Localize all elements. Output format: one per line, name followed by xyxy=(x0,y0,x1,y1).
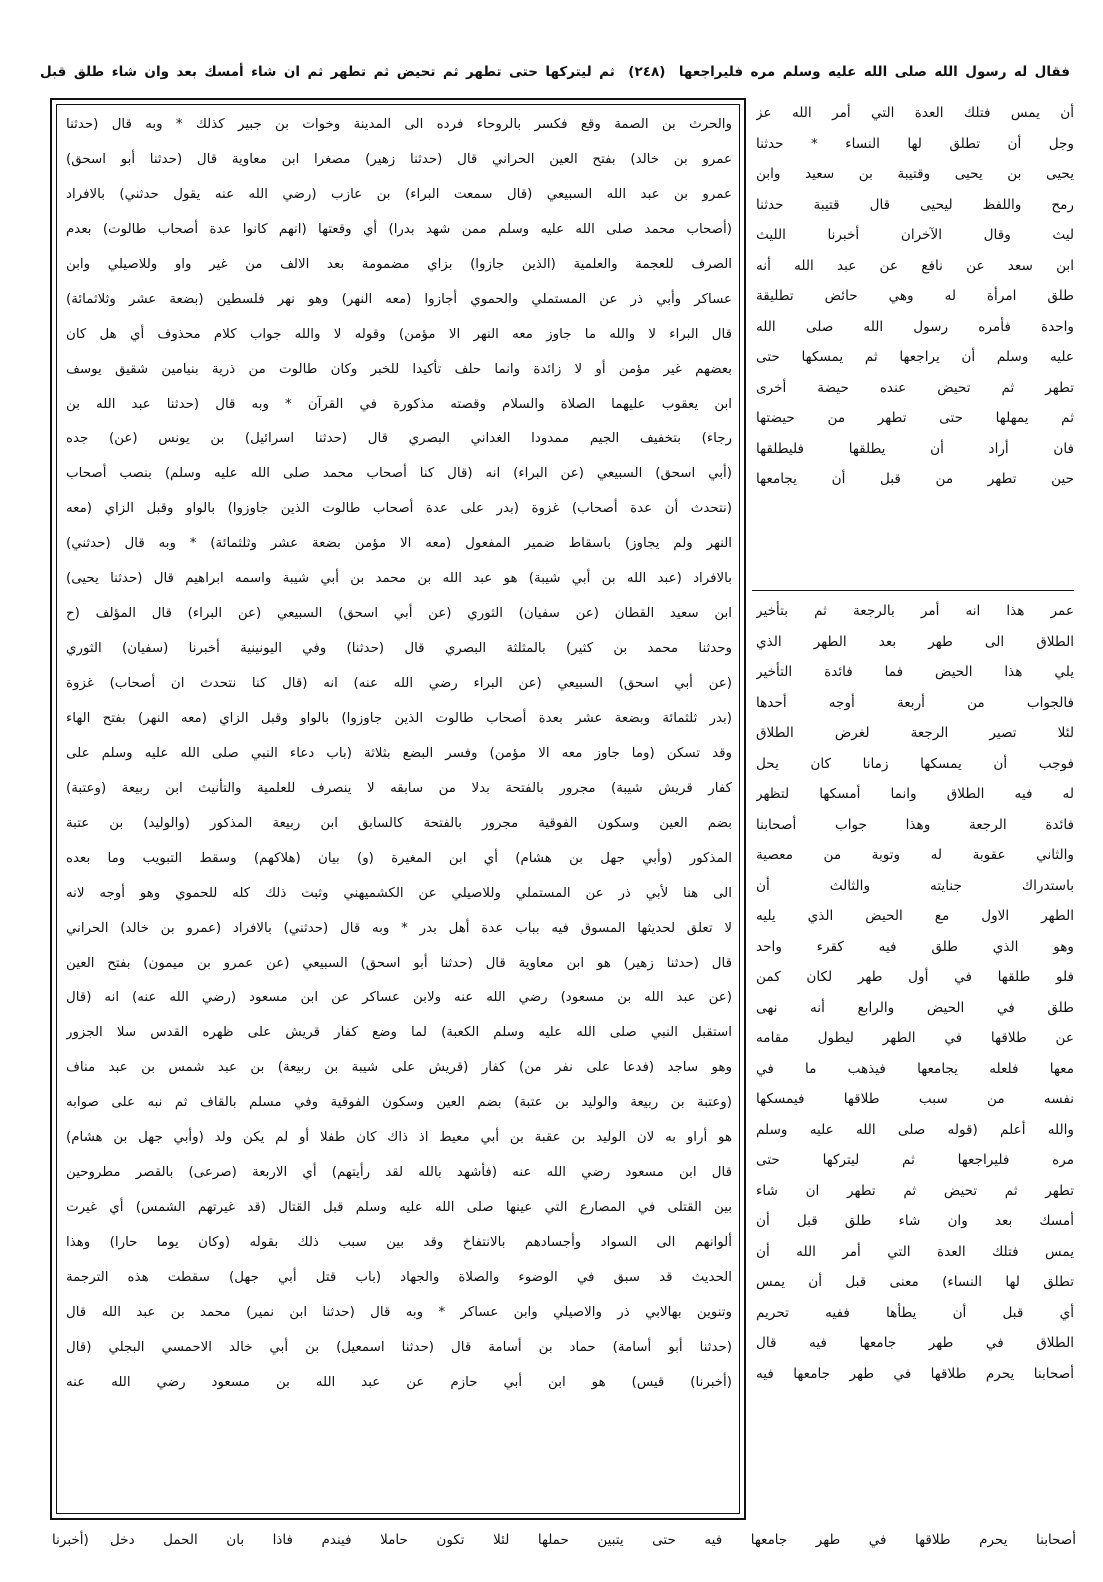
margin-text-line: يمس فتلك العدة التي أمر الله أن xyxy=(756,1243,1074,1260)
main-text-line: لا تعلق لحديثها المسوق فيه بباب عدة أهل بدر * وبه قال (حدثني) بالافراد (عمرو بن خالد) الحراني xyxy=(66,920,732,936)
margin-text-line: ابن سعد عن نافع عن عبد الله أنه xyxy=(756,257,1074,274)
margin-text-line: باستدراك جنايته والثالث أن xyxy=(756,877,1074,894)
main-text-line: وحدثنا محمد بن كثير) بالمثلثة البصري قال (حدثنا) وفي اليونينية أخبرنا (سفيان) الثوري xyxy=(66,641,732,657)
margin-text-line: وهو الذي طلق فيه كقرء واحد xyxy=(756,938,1074,955)
page-number: (٢٤٨) xyxy=(628,64,666,80)
margin-text-lower xyxy=(756,596,1074,1516)
main-text-line: (وعتبة بن ربيعة والوليد بن عتبة) بضم العين وسكون الفوقية وفي مسلم بالقاف ثم نبه على صوابه xyxy=(66,1095,732,1111)
main-text-line: هو أراو به لان الوليد بن عقبة بن أبي معيط اذ ذاك كان طفلا أو لم يكن ولد (وأبي جهل بن هشام) xyxy=(66,1130,732,1146)
margin-text-line: الطلاق في طهر جامعها فيه قال xyxy=(756,1335,1074,1351)
margin-text-line: أمسك بعد وان شاء طلق قبل أن xyxy=(756,1213,1074,1229)
margin-text-line: الطلاق الى طهر بعد الطهر الذي xyxy=(756,633,1074,650)
main-commentary-column xyxy=(66,108,732,1508)
main-text-line: (أبي اسحق) السبيعي (عن البراء) انه (قال كنا أصحاب محمد صلى الله عليه وسلم) بنصب أصحاب xyxy=(66,466,732,482)
main-text-line: المذكور (وأبي جهل بن هشام) أي ابن المغيرة (و) بيان (هلاكهم) وسقط التبويب وما بعده xyxy=(66,850,732,866)
main-text-line: الحديث قد سبق في الوضوء والصلاة والجهاد (باب قتل أبي جهل) سقطت هذه الترجمة xyxy=(66,1269,732,1285)
margin-text-line: حين تطهر من قبل أن يجامعها xyxy=(756,471,1074,487)
margin-text-line: له فيه الطلاق وانما أمسكها لتظهر xyxy=(756,786,1074,802)
main-text-line: النهر ولم يجاوز) باسقاط ضمير المفعول (معه الا مؤمن بضعة عشر وثلثمائة) * وبه قال (حدثني) xyxy=(66,536,732,552)
margin-text-line: يحيى بن يحيى وقتيبة بن سعيد وابن xyxy=(756,166,1074,182)
main-text-line: بالافراد (عبد الله بن أبي شيبة) هو عبد الله بن محمد بن أبي شيبة واسمه ابراهيم قال (حدثنا يحيى) xyxy=(66,571,732,587)
main-text-line: عساكر وأبي ذر عن المستملي والحموي أجازوا (معه النهر) وهو نهر فلسطين (بضعة عشر وثلاثمائة) xyxy=(66,291,732,307)
main-text-line: ألوانهم الى السواد وأجسادهم بالانتفاخ وقد بين سبب ذلك بقوله (وكان يوما حارا) وهذا xyxy=(66,1235,732,1250)
main-text-line: (نتحدث أن عدة أصحاب) غزوة (بدر على عدة أصحاب طالوت الذين جاوزوا) بالواو وقبل الزاي (معه xyxy=(66,501,732,517)
margin-text-line: فلو طلقها في أول طهر لكان كمن xyxy=(756,969,1074,985)
margin-text-line: عليه وسلم أن يراجعها ثم يمسكها حتى xyxy=(756,349,1074,365)
main-text-line: قال ابن مسعود رضي الله عنه (فأشهد بالله لقد رأيتهم) أي الاربعة (صرعى) بالقصر مطروحين xyxy=(66,1165,732,1181)
margin-text-line: نفسه من سبب طلاقها فيمسكها xyxy=(756,1091,1074,1107)
margin-text-line: فان أراد أن يطلقها فليطلقها xyxy=(756,440,1074,457)
main-text-line: (بدر ثلثمائة وبضعة عشر بعدة أصحاب طالوت الذين جاوزوا) بالواو وقبل الزاي (معه النهر) بفتح الهاء xyxy=(66,710,732,726)
margin-text-line: تطهر ثم تحيض ثم تطهر ان شاء xyxy=(756,1182,1074,1199)
main-text-line: رجاء) بتخفيف الجيم ممدودا الغداني البصري قال (حدثنا اسرائيل) بن يونس (عن) جده xyxy=(66,431,732,447)
main-text-line: كفار قريش شيبة) مجرور بالفتحة بدلا من سابقه لا ينصرف للعلمية والتأنيث ابن ربيعة (وعتبة) xyxy=(66,780,732,796)
margin-text-line: رمح واللفظ ليحيى قال قتيبة حدثنا xyxy=(756,196,1074,213)
margin-text-line: واحدة فأمره رسول الله صلى الله xyxy=(756,318,1074,335)
page-header xyxy=(40,60,1070,84)
margin-text-line: معها فلعله يجامعها فيذهب ما في xyxy=(756,1060,1074,1077)
margin-text-line: عن طلاقها في الطهر ليطول مقامه xyxy=(756,1030,1074,1046)
main-text-line: عمرو بن عبد الله السبيعي (قال سمعت البراء) بن عازب (رضي الله عنه يقول حدثني) بالافراد xyxy=(66,186,732,202)
margin-text-line: والثاني عقوبة له وتوبة من معصية xyxy=(756,847,1074,863)
main-text-line: (عن أبي اسحق) السبيعي (عن البراء رضي الله عنه) انه (قال كنا نتحدث ان أصحاب) غزوة xyxy=(66,676,732,691)
main-text-line: والحرث بن الصمة وقع فكسر بالروحاء فرده الى المدينة وخوات بن جبير كذلك * وبه قال (حدثنا xyxy=(66,117,732,132)
margin-text-line: الطهر الاول مع الحيض الذي يليه xyxy=(756,908,1074,924)
margin-text-line: فالجواب من أربعة أوجه أحدها xyxy=(756,694,1074,711)
margin-text-line: تطلق لها النساء) معنى قبل أن يمس xyxy=(756,1274,1074,1290)
margin-text-line: والله أعلم (قوله صلى الله عليه وسلم xyxy=(756,1121,1074,1138)
header-text-right: فقال له رسول الله صلى الله عليه وسلم مره فليراجعها xyxy=(678,64,1070,80)
margin-text-line: فائدة الرجعة وهذا جواب أصحابنا xyxy=(756,816,1074,833)
main-text-line: الصرف للعجمة والعلمية (الذين جازوا) بزاي مضمومة بعد الالف من غير واو وللاصيلي وابن xyxy=(66,256,732,272)
margin-text-line: أصحابنا يحرم طلاقها في طهر جامعها فيه xyxy=(756,1365,1074,1382)
main-text-line: الى هنا لأبي ذر عن المستملي وللاصيلي عن الكشميهني وثبت ذلك كله للحموي وهو أوجه لانه xyxy=(66,885,732,901)
catchword: (أخبرنا xyxy=(52,1532,89,1548)
margin-text-line: ثم يمهلها حتى تطهر من حيضتها xyxy=(756,410,1074,426)
main-text-line: ابن سعيد القطان (عن سفيان) الثوري (عن أبي اسحق) السبيعي (عن البراء) قال المؤلف (ح xyxy=(66,606,732,622)
main-text-line: ابن يعقوب عليهما الصلاة والسلام وقصته مذكورة في القرآن * وبه قال (حدثنا عبد الله بن xyxy=(66,396,732,412)
margin-text-line: أي قبل أن يطأها ففيه تحريم xyxy=(756,1304,1074,1321)
margin-text-line: وجل أن تطلق لها النساء * حدثنا xyxy=(756,135,1074,152)
margin-text-line: مره فليراجعها ثم ليتركها حتى xyxy=(756,1152,1074,1168)
main-text-line: بين القتلى في المصارع التي عينها صلى الله عليه وسلم قبل القتال (قد غيرتهم الشمس) أي غيرت xyxy=(66,1200,732,1216)
margin-text-line: أن يمس فتلك العدة التي أمر الله عز xyxy=(756,105,1074,121)
main-text-line: (أصحاب محمد صلى الله عليه وسلم ممن شهد بدرا) أي وقعتها (انهم كانوا عدة أصحاب طالوت) بعدم xyxy=(66,221,732,237)
page-footer-text: أصحابنا يحرم طلاقها في طهر جامعها فيه حتى يتبين حملها لئلا تكون حاملا فيندم فاذا بان الحمل دخل xyxy=(110,1532,1076,1548)
main-text-line: وتنوين بهالابي ذر والاصيلي وابن عساكر * وبه قال (حدثنا ابن نمير) محمد بن عبد الله قال xyxy=(66,1304,732,1320)
main-text-line: بضم العين وسكون الفوقية مجرور بالفتحة كالسابق ابن ربيعة المذكور (والوليد) بن عتبة xyxy=(66,815,732,831)
margin-text-line: طلق في الحيض والرابع أنه نهى xyxy=(756,999,1074,1016)
main-text-line: استقبل النبي صلى الله عليه وسلم الكعبة) لما وضع كفار قريش على ظهره القدس سلا الجزور xyxy=(66,1025,732,1041)
main-text-line: (أخبرنا) قيس) هو ابن أبي حازم عن عبد الله بن مسعود رضي الله عنه xyxy=(66,1374,732,1390)
margin-text-line: يلي هذا الحيض فما فائدة التأخير xyxy=(756,664,1074,680)
margin-text-line: ليث وقال الآخران أخبرنا الليث xyxy=(756,227,1074,243)
main-text-line: قال البراء لا والله ما جاوز معه النهر الا مؤمن) وقوله لا والله جواب كلام محذوف أي هل كان xyxy=(66,326,732,342)
main-text-line: وقد تسكن (وما جاوز معه الا مؤمن) وفسر البضع بثلاثة (باب دعاء النبي صلى الله عليه وسلم على xyxy=(66,745,732,761)
margin-text-line: لئلا تصير الرجعة لغرض الطلاق xyxy=(756,725,1074,741)
main-text-line: (حدثنا أبو أسامة) حماد بن أسامة قال (حدثنا اسمعيل) بن أبي خالد الاحمسي البجلي (قال xyxy=(66,1339,732,1355)
margin-text-line: عمر هذا انه أمر بالرجعة ثم بتأخير xyxy=(756,603,1074,619)
header-text-left: ثم ليتركها حتى تطهر ثم تحيض ثم تطهر ثم ان شاء أمسك بعد وان شاء طلق قبل xyxy=(40,64,615,80)
main-text-line: (عن عبد الله بن مسعود) رضي الله عنه ولابن عساكر عن ابن مسعود (رضي الله عنه) انه (قال xyxy=(66,990,732,1006)
margin-text-line: طلق امرأة له وهي حائض تطليقة xyxy=(756,288,1074,304)
main-text-line: عمرو بن خالد) بفتح العين الحراني قال (حدثنا زهير) مصغرا ابن معاوية قال (حدثنا أبو اسحق) xyxy=(66,151,732,167)
margin-divider xyxy=(752,590,1074,591)
main-text-line: وهو ساجد (فدعا على نفر من) كفار (قريش على شيبة بن ربيعة) بن عبد شمس بن عبد مناف xyxy=(66,1060,732,1076)
margin-text-line: فوجب أن يمسكها زمانا كان يحل xyxy=(756,755,1074,772)
main-text-line: بعضهم غير مؤمن أو لا زائدة وانما حلف تأكيدا للخبر وكان طالوت من ذرية بنيامين شقيق يوسف xyxy=(66,361,732,377)
main-text-line: قال (حدثنا زهير) هو ابن معاوية قال (حدثنا أبو اسحق) السبيعي (عن عمرو بن ميمون) بفتح العين xyxy=(66,955,732,971)
margin-text-line: تطهر ثم تحيض عنده حيضة أخرى xyxy=(756,379,1074,396)
margin-text-upper xyxy=(756,98,1074,586)
